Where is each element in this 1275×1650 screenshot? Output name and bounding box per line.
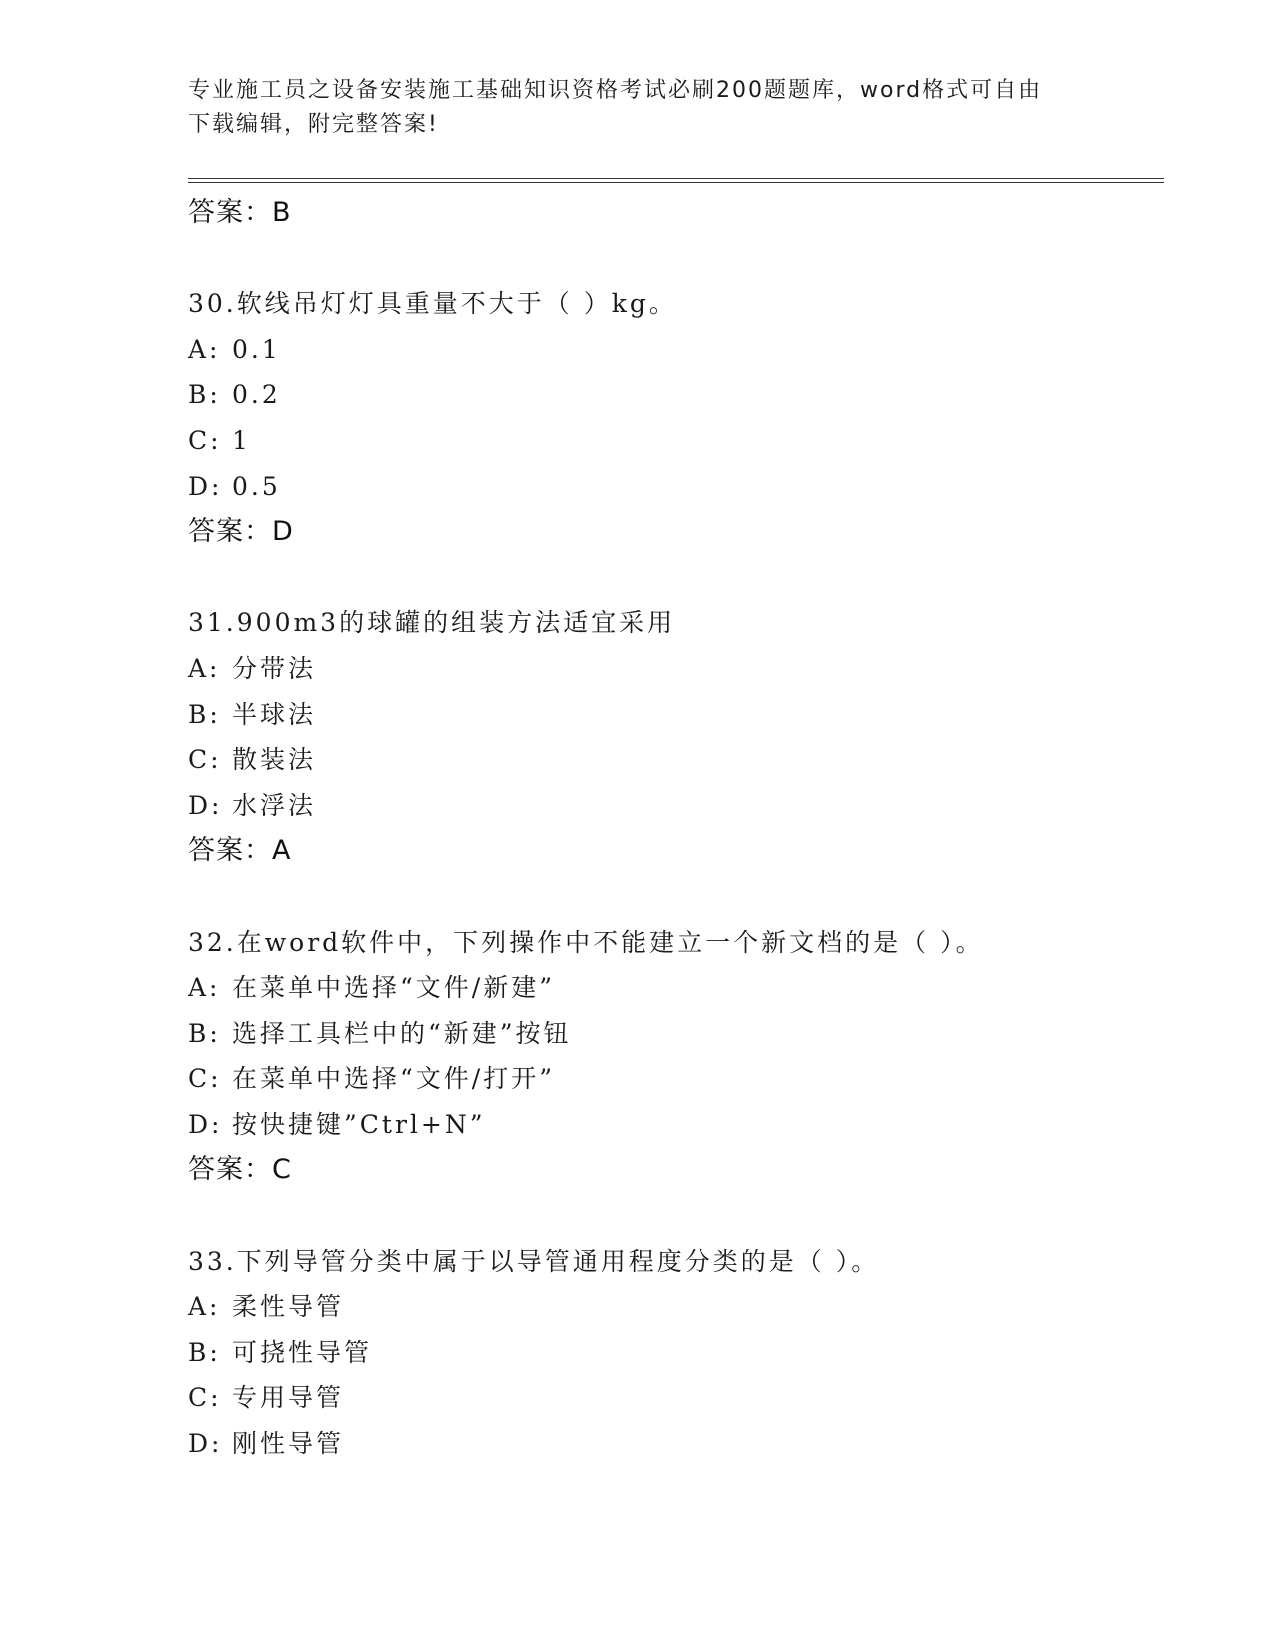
option-d (188, 1102, 1164, 1148)
header-line-2: 下载编辑，附完整答案! (188, 112, 439, 137)
option-b (188, 1330, 1164, 1376)
option-text: 1 (232, 425, 251, 455)
spacer (188, 555, 1164, 601)
option-d (188, 1421, 1164, 1467)
option-text: 分带法 (232, 653, 317, 683)
option-key: B: (188, 699, 221, 729)
question-stem: 31.900m3的球罐的组装方法适宜采用 (188, 608, 676, 638)
option-key: B: (188, 1337, 221, 1367)
question-stem: 33.下列导管分类中属于以导管通用程度分类的是（ ）。 (188, 1246, 880, 1276)
option-a (188, 646, 1164, 692)
header-line-1: 专业施工员之设备安装施工基础知识资格考试必刷200题题库，word格式可自由 (188, 78, 1043, 103)
previous-answer: 答案：B (188, 197, 292, 228)
option-a (188, 1284, 1164, 1330)
answer-line: 答案：A (188, 835, 292, 867)
option-key: D: (188, 1109, 223, 1139)
option-key: C: (188, 1383, 222, 1413)
question-list (188, 190, 1164, 1467)
option-text: 半球法 (232, 699, 317, 729)
option-d (188, 783, 1164, 829)
option-key: D: (188, 1429, 223, 1459)
option-key: C: (188, 425, 222, 455)
option-text: 按快捷键”Ctrl+N” (232, 1109, 486, 1139)
option-a (188, 965, 1164, 1011)
spacer (188, 1193, 1164, 1239)
option-text: 0.5 (232, 471, 281, 501)
option-b (188, 372, 1164, 418)
question-32 (188, 920, 1164, 1194)
answer-line: 答案：C (188, 1154, 292, 1186)
option-key: B: (188, 380, 221, 410)
option-d (188, 464, 1164, 510)
option-text: 可挠性导管 (232, 1337, 373, 1367)
option-c (188, 418, 1164, 464)
option-text: 柔性导管 (232, 1292, 345, 1322)
option-a (188, 327, 1164, 373)
option-key: A: (188, 1292, 221, 1322)
option-c (188, 1056, 1164, 1102)
option-text: 0.2 (232, 380, 281, 410)
answer-line: 答案：D (188, 516, 294, 548)
option-key: C: (188, 1064, 222, 1094)
document-header (188, 74, 1068, 142)
option-text: 刚性导管 (232, 1429, 345, 1459)
option-text: 散装法 (232, 745, 317, 775)
option-key: B: (188, 1018, 221, 1048)
header-divider-top (188, 178, 1164, 179)
option-c (188, 1375, 1164, 1421)
spacer (188, 236, 1164, 282)
option-text: 0.1 (232, 334, 281, 364)
question-stem: 32.在word软件中，下列操作中不能建立一个新文档的是（ ）。 (188, 927, 984, 957)
option-c (188, 737, 1164, 783)
question-31 (188, 600, 1164, 874)
option-text: 选择工具栏中的“新建”按钮 (232, 1018, 572, 1048)
question-33 (188, 1239, 1164, 1467)
option-text: 水浮法 (232, 790, 317, 820)
option-key: D: (188, 790, 223, 820)
option-key: A: (188, 973, 221, 1003)
option-text: 在菜单中选择“文件/新建” (232, 973, 555, 1003)
option-text: 专用导管 (232, 1383, 345, 1413)
header-divider-bottom (188, 182, 1164, 183)
spacer (188, 874, 1164, 920)
option-key: A: (188, 334, 221, 364)
option-key: D: (188, 471, 223, 501)
option-b (188, 1011, 1164, 1057)
option-text: 在菜单中选择“文件/打开” (232, 1064, 555, 1094)
option-key: A: (188, 653, 221, 683)
question-stem: 30.软线吊灯灯具重量不大于（ ）kg。 (188, 289, 677, 319)
question-30 (188, 281, 1164, 555)
option-key: C: (188, 745, 222, 775)
option-b (188, 692, 1164, 738)
